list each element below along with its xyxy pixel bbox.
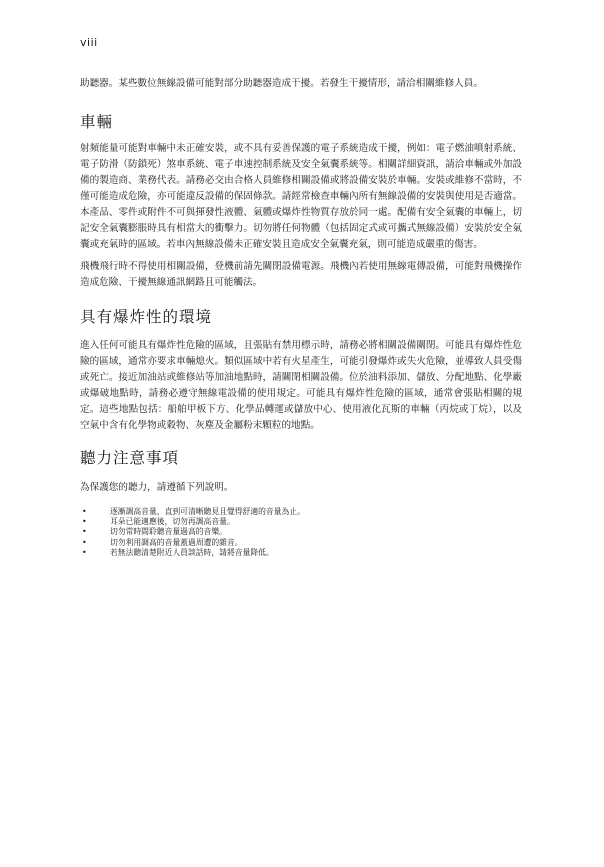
list-item (80, 517, 522, 527)
vehicles-paragraph-2: 飛機飛行時不得使用相關設備，登機前請先關閉設備電源。飛機內若使用無線電傳設備，可能對飛機操作造成危險、干擾無線通訊網路且可能觸法。 (80, 261, 522, 288)
bullet-icon: • (82, 517, 87, 527)
bullet-icon: • (82, 547, 87, 557)
vehicles-paragraph-1: 射頻能量可能對車輛中未正確安裝，或不具有妥善保護的電子系統造成干擾，例如：電子燃油噴射系統、電子防滑（防鎖死）煞車系統、電子車速控制系統及安全氣囊系統等。相關詳細資訊，請洽車輛或外加設備的製造商、業務代表。請務必交由合格人員維修相關設備或將設備安裝於車輛。安裝或維修不當時，不僅可能造成危險，亦可能違反設備的保固條款。請經常檢查車輛內所有無線設備的安裝與使用是否適當。本產品、零件或附件不可與揮發性液體、氣體或爆炸性物質存放於同一處。配備有安全氣囊的車輛上，切記安全氣囊膨脹時具有相當大的衝擊力。切勿將任何物體（包括固定式或可攜式無線設備）安裝於安全氣囊或充氣時的區域。若車內無線設備未正確安裝且造成安全氣囊充氣，則可能造成嚴重的傷害。 (80, 143, 522, 250)
section-heading-vehicles: 車輛 (80, 113, 114, 131)
list-item (80, 538, 522, 548)
list-item-text: 切勿利用調高的音量蓋過周遭的雜音。 (110, 537, 243, 547)
list-item-text: 耳朵已能適應後，切勿再調高音量。 (110, 517, 235, 527)
document-body (80, 76, 522, 558)
list-item-text: 若無法聽清楚附近人員談話時，請將音量降低。 (110, 547, 274, 557)
section-heading-explosive: 具有爆炸性的環境 (80, 308, 213, 326)
intro-paragraph: 助聽器。某些數位無線設備可能對部分助聽器造成干擾。若發生干擾情形，請洽相關維修人員。 (80, 78, 483, 89)
list-item (80, 548, 522, 558)
hearing-intro: 為保護您的聽力，請遵循下列說明。 (80, 482, 234, 493)
hearing-list (80, 507, 522, 558)
bullet-icon: • (82, 507, 87, 516)
bullet-icon: • (82, 537, 87, 547)
list-item-text: 切勿常時間聆聽音量過高的音樂。 (110, 527, 227, 537)
explosive-paragraph: 進入任何可能具有爆炸性危險的區域，且張貼有禁用標示時，請務必將相關設備關閉。可能具有爆炸性危險的區域，通常亦要求車輛熄火。類似區域中若有火星產生，可能引發爆炸或失火危險，並導致人員受傷或死亡。接近加油站或維修站等加油地點時，請關閉相關設備。位於油料添加、儲放、分配地點、化學廠或爆破地點時，請務必遵守無線電設備的使用規定。可能具有爆炸性危險的區域，通常會張貼相關的規定。這些地點包括：船舶甲板下方、化學品轉運或儲放中心、使用液化瓦斯的車輛（丙烷或丁烷），以及空氣中含有化學物或穀物、灰塵及金屬粉末顆粒的地點。 (80, 340, 522, 431)
list-item (80, 527, 522, 537)
page-number: viii (80, 36, 98, 49)
list-item (80, 507, 522, 517)
section-heading-hearing: 聽力注意事項 (80, 449, 180, 467)
bullet-icon: • (82, 527, 87, 537)
list-item-text: 逐漸調高音量，直到可清晰聽見且覺得舒適的音量為止。 (110, 507, 305, 516)
